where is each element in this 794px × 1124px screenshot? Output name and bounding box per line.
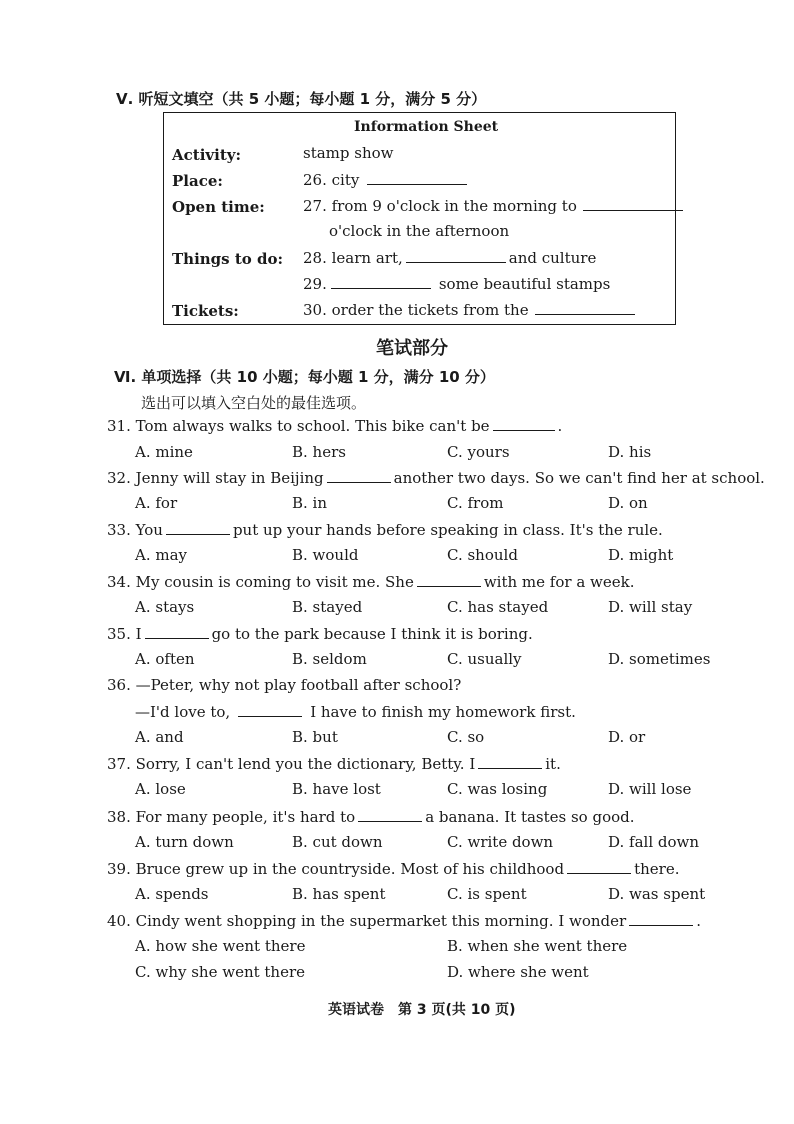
- info-q27-text: 27. from 9 o'clock in the morning to: [303, 197, 577, 215]
- answer-blank[interactable]: [327, 468, 391, 483]
- section-5-title: Ⅴ. 听短文填空（共 5 小题；每小题 1 分，满分 5 分）: [116, 90, 487, 108]
- question-stem-pre: My cousin is coming to visit me. She: [135, 573, 414, 591]
- info-question-28: [303, 248, 596, 267]
- question-33: [107, 520, 663, 539]
- option-a[interactable]: A. mine: [135, 443, 193, 461]
- option-a[interactable]: A. may: [135, 546, 188, 564]
- question-35: [107, 624, 533, 643]
- question-stem-pre: Bruce grew up in the countryside. Most of his childhood: [135, 860, 565, 878]
- option-d[interactable]: D. might: [608, 546, 674, 564]
- question-stem-post: another two days. So we can't find her at school.: [393, 469, 765, 487]
- option-b[interactable]: B. hers: [292, 443, 346, 461]
- question-stem-pre: Sorry, I can't lend you the dictionary, Betty. I: [135, 755, 476, 773]
- question-36-line-2: [135, 702, 576, 721]
- option-a[interactable]: A. turn down: [135, 833, 234, 851]
- question-36: [107, 676, 461, 694]
- question-stem-post: .: [696, 912, 701, 930]
- question-number: 38.: [107, 808, 131, 826]
- question-number: 39.: [107, 860, 131, 878]
- answer-blank[interactable]: [145, 624, 209, 639]
- question-stem-pre: I: [135, 625, 142, 643]
- option-c[interactable]: C. why she went there: [135, 963, 306, 981]
- question-stem-pre: Tom always walks to school. This bike can't be: [135, 417, 490, 435]
- answer-blank-28[interactable]: [406, 248, 506, 263]
- option-b[interactable]: B. cut down: [292, 833, 383, 851]
- option-c[interactable]: C. has stayed: [447, 598, 549, 616]
- question-stem-post: it.: [545, 755, 561, 773]
- option-d[interactable]: D. his: [608, 443, 652, 461]
- option-b[interactable]: B. would: [292, 546, 359, 564]
- option-b[interactable]: B. seldom: [292, 650, 367, 668]
- info-question-30: [303, 300, 638, 319]
- question-stem-pre: For many people, it's hard to: [135, 808, 356, 826]
- answer-blank-26[interactable]: [367, 170, 467, 185]
- answer-blank[interactable]: [238, 702, 302, 717]
- option-a[interactable]: A. stays: [135, 598, 195, 616]
- info-label-things-to-do: Things to do:: [172, 250, 284, 268]
- info-activity-value: stamp show: [303, 144, 394, 162]
- info-sheet-title: Information Sheet: [354, 119, 499, 135]
- question-31: [107, 416, 562, 435]
- page-footer: 英语试卷 第 3 页(共 10 页): [328, 1002, 516, 1018]
- option-a[interactable]: A. spends: [135, 885, 209, 903]
- info-question-26: [303, 170, 470, 189]
- option-d[interactable]: D. or: [608, 728, 646, 746]
- question-stem-pre: —I'd love to,: [135, 703, 231, 721]
- option-d[interactable]: D. was spent: [608, 885, 706, 903]
- answer-blank-29[interactable]: [331, 274, 431, 289]
- answer-blank[interactable]: [358, 807, 422, 822]
- info-label-activity: Activity:: [172, 146, 241, 164]
- answer-blank[interactable]: [567, 859, 631, 874]
- question-number: 37.: [107, 755, 131, 773]
- question-dialogue-line-1: —Peter, why not play football after school?: [135, 676, 462, 694]
- option-c[interactable]: C. yours: [447, 443, 510, 461]
- question-number: 40.: [107, 912, 131, 930]
- question-number: 34.: [107, 573, 131, 591]
- question-number: 33.: [107, 521, 131, 539]
- question-stem-pre: Cindy went shopping in the supermarket this morning. I wonder: [135, 912, 627, 930]
- question-stem-post: put up your hands before speaking in class. It's the rule.: [232, 521, 663, 539]
- question-stem-post: with me for a week.: [483, 573, 635, 591]
- section-6-instruction: 选出可以填入空白处的最佳选项。: [141, 394, 367, 412]
- question-37: [107, 754, 561, 773]
- question-stem-post: go to the park because I think it is boring.: [211, 625, 533, 643]
- option-c[interactable]: C. from: [447, 494, 504, 512]
- question-number: 31.: [107, 417, 131, 435]
- question-number: 35.: [107, 625, 131, 643]
- question-32: [107, 468, 765, 487]
- question-stem-post: there.: [634, 860, 680, 878]
- option-c[interactable]: C. was losing: [447, 780, 548, 798]
- question-40: [107, 911, 701, 930]
- info-q27-continuation: o'clock in the afternoon: [329, 222, 510, 240]
- info-label-tickets: Tickets:: [172, 302, 239, 320]
- option-c[interactable]: C. write down: [447, 833, 554, 851]
- question-38: [107, 807, 635, 826]
- answer-blank[interactable]: [166, 520, 230, 535]
- question-39: [107, 859, 679, 878]
- option-b[interactable]: B. have lost: [292, 780, 381, 798]
- info-q29-text-a: 29.: [303, 275, 327, 293]
- info-label-place: Place:: [172, 172, 223, 190]
- question-stem-pre: You: [135, 521, 163, 539]
- answer-blank-30[interactable]: [535, 300, 635, 315]
- option-c[interactable]: C. usually: [447, 650, 522, 668]
- info-q28-text-a: 28. learn art,: [303, 249, 403, 267]
- information-sheet-box: [163, 112, 676, 325]
- question-stem-post: a banana. It tastes so good.: [425, 808, 635, 826]
- answer-blank[interactable]: [478, 754, 542, 769]
- option-d[interactable]: D. will lose: [608, 780, 692, 798]
- answer-blank[interactable]: [493, 416, 555, 431]
- section-6-title: Ⅵ. 单项选择（共 10 小题；每小题 1 分，满分 10 分）: [114, 368, 495, 386]
- question-34: [107, 572, 635, 591]
- info-q30-text: 30. order the tickets from the: [303, 301, 529, 319]
- option-d[interactable]: D. sometimes: [608, 650, 711, 668]
- option-b[interactable]: B. has spent: [292, 885, 386, 903]
- answer-blank[interactable]: [417, 572, 481, 587]
- written-part-title: 笔试部分: [376, 338, 448, 359]
- option-d[interactable]: D. will stay: [608, 598, 693, 616]
- option-a[interactable]: A. and: [135, 728, 184, 746]
- question-number: 36.: [107, 676, 131, 694]
- option-c[interactable]: C. is spent: [447, 885, 527, 903]
- answer-blank-27[interactable]: [583, 196, 683, 211]
- option-b[interactable]: B. when she went there: [447, 937, 628, 955]
- option-a[interactable]: A. lose: [135, 780, 186, 798]
- option-c[interactable]: C. should: [447, 546, 518, 564]
- option-d[interactable]: D. fall down: [608, 833, 700, 851]
- question-stem-post: .: [557, 417, 563, 435]
- info-q26-text: 26. city: [303, 171, 360, 189]
- question-stem-post: I have to finish my homework first.: [310, 703, 576, 721]
- question-number: 32.: [107, 469, 131, 487]
- answer-blank[interactable]: [629, 911, 693, 926]
- option-a[interactable]: A. how she went there: [135, 937, 306, 955]
- option-c[interactable]: C. so: [447, 728, 485, 746]
- option-b[interactable]: B. but: [292, 728, 338, 746]
- option-b[interactable]: B. in: [292, 494, 328, 512]
- question-stem-pre: Jenny will stay in Beijing: [135, 469, 324, 487]
- option-b[interactable]: B. stayed: [292, 598, 363, 616]
- info-question-29: [303, 274, 610, 293]
- info-q28-text-b: and culture: [508, 249, 597, 267]
- info-question-27: [303, 196, 686, 215]
- option-a[interactable]: A. often: [135, 650, 195, 668]
- option-a[interactable]: A. for: [135, 494, 178, 512]
- info-label-open-time: Open time:: [172, 198, 265, 216]
- option-d[interactable]: D. on: [608, 494, 648, 512]
- info-q29-text-b: some beautiful stamps: [438, 275, 611, 293]
- option-d[interactable]: D. where she went: [447, 963, 589, 981]
